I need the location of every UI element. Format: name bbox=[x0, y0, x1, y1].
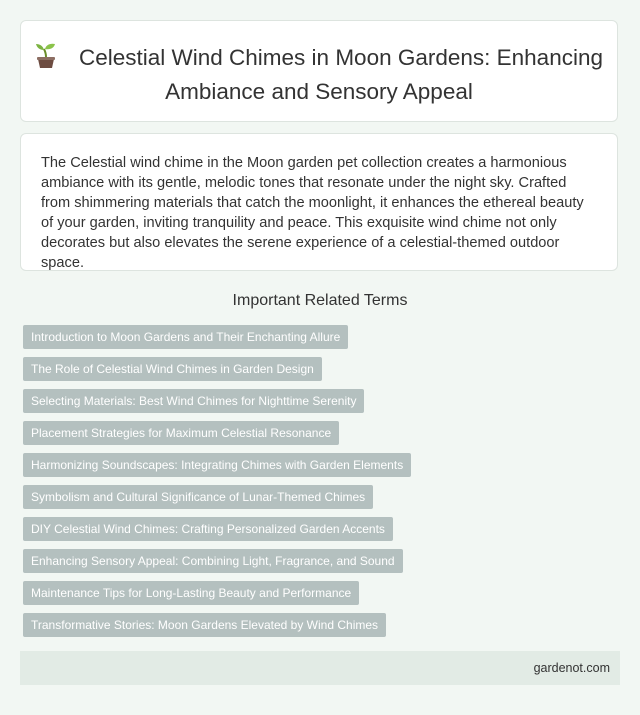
page-title: Celestial Wind Chimes in Moon Gardens: Enhancing Ambiance and Sensory Appeal bbox=[78, 45, 603, 104]
related-term-tag[interactable]: The Role of Celestial Wind Chimes in Garden Design bbox=[23, 357, 322, 381]
footer bbox=[20, 651, 620, 685]
title-card bbox=[20, 20, 618, 122]
related-term-tag[interactable]: Maintenance Tips for Long-Lasting Beauty and Performance bbox=[23, 581, 359, 605]
related-term-tag[interactable]: Transformative Stories: Moon Gardens Elevated by Wind Chimes bbox=[23, 613, 386, 637]
seedling-icon bbox=[35, 43, 57, 77]
related-terms-list bbox=[23, 325, 411, 645]
page-title-container bbox=[21, 43, 617, 107]
related-term-tag[interactable]: Introduction to Moon Gardens and Their Enchanting Allure bbox=[23, 325, 348, 349]
summary-text: The Celestial wind chime in the Moon garden pet collection creates a harmonious ambiance with its gentle, melodic tones that resonate under the night sky. Crafted from shimmering materials that catch the moonlight, it enhances the ethereal beauty of your garden, inviting tranquility and peace. This exquisite wind chime not only decorates but also elevates the serene experience of a celestial-themed outdoor space. bbox=[41, 155, 584, 271]
related-term-tag[interactable]: Enhancing Sensory Appeal: Combining Light, Fragrance, and Sound bbox=[23, 549, 403, 573]
related-term-tag[interactable]: Placement Strategies for Maximum Celestial Resonance bbox=[23, 421, 339, 445]
related-term-tag[interactable]: Selecting Materials: Best Wind Chimes for Nighttime Serenity bbox=[23, 389, 364, 413]
related-term-tag[interactable]: Harmonizing Soundscapes: Integrating Chimes with Garden Elements bbox=[23, 453, 411, 477]
related-term-tag[interactable]: DIY Celestial Wind Chimes: Crafting Personalized Garden Accents bbox=[23, 517, 393, 541]
summary-card bbox=[20, 133, 618, 271]
related-terms-heading: Important Related Terms bbox=[232, 292, 408, 309]
footer-site-link[interactable]: gardenot.com bbox=[533, 661, 610, 675]
related-term-tag[interactable]: Symbolism and Cultural Significance of Lunar-Themed Chimes bbox=[23, 485, 373, 509]
